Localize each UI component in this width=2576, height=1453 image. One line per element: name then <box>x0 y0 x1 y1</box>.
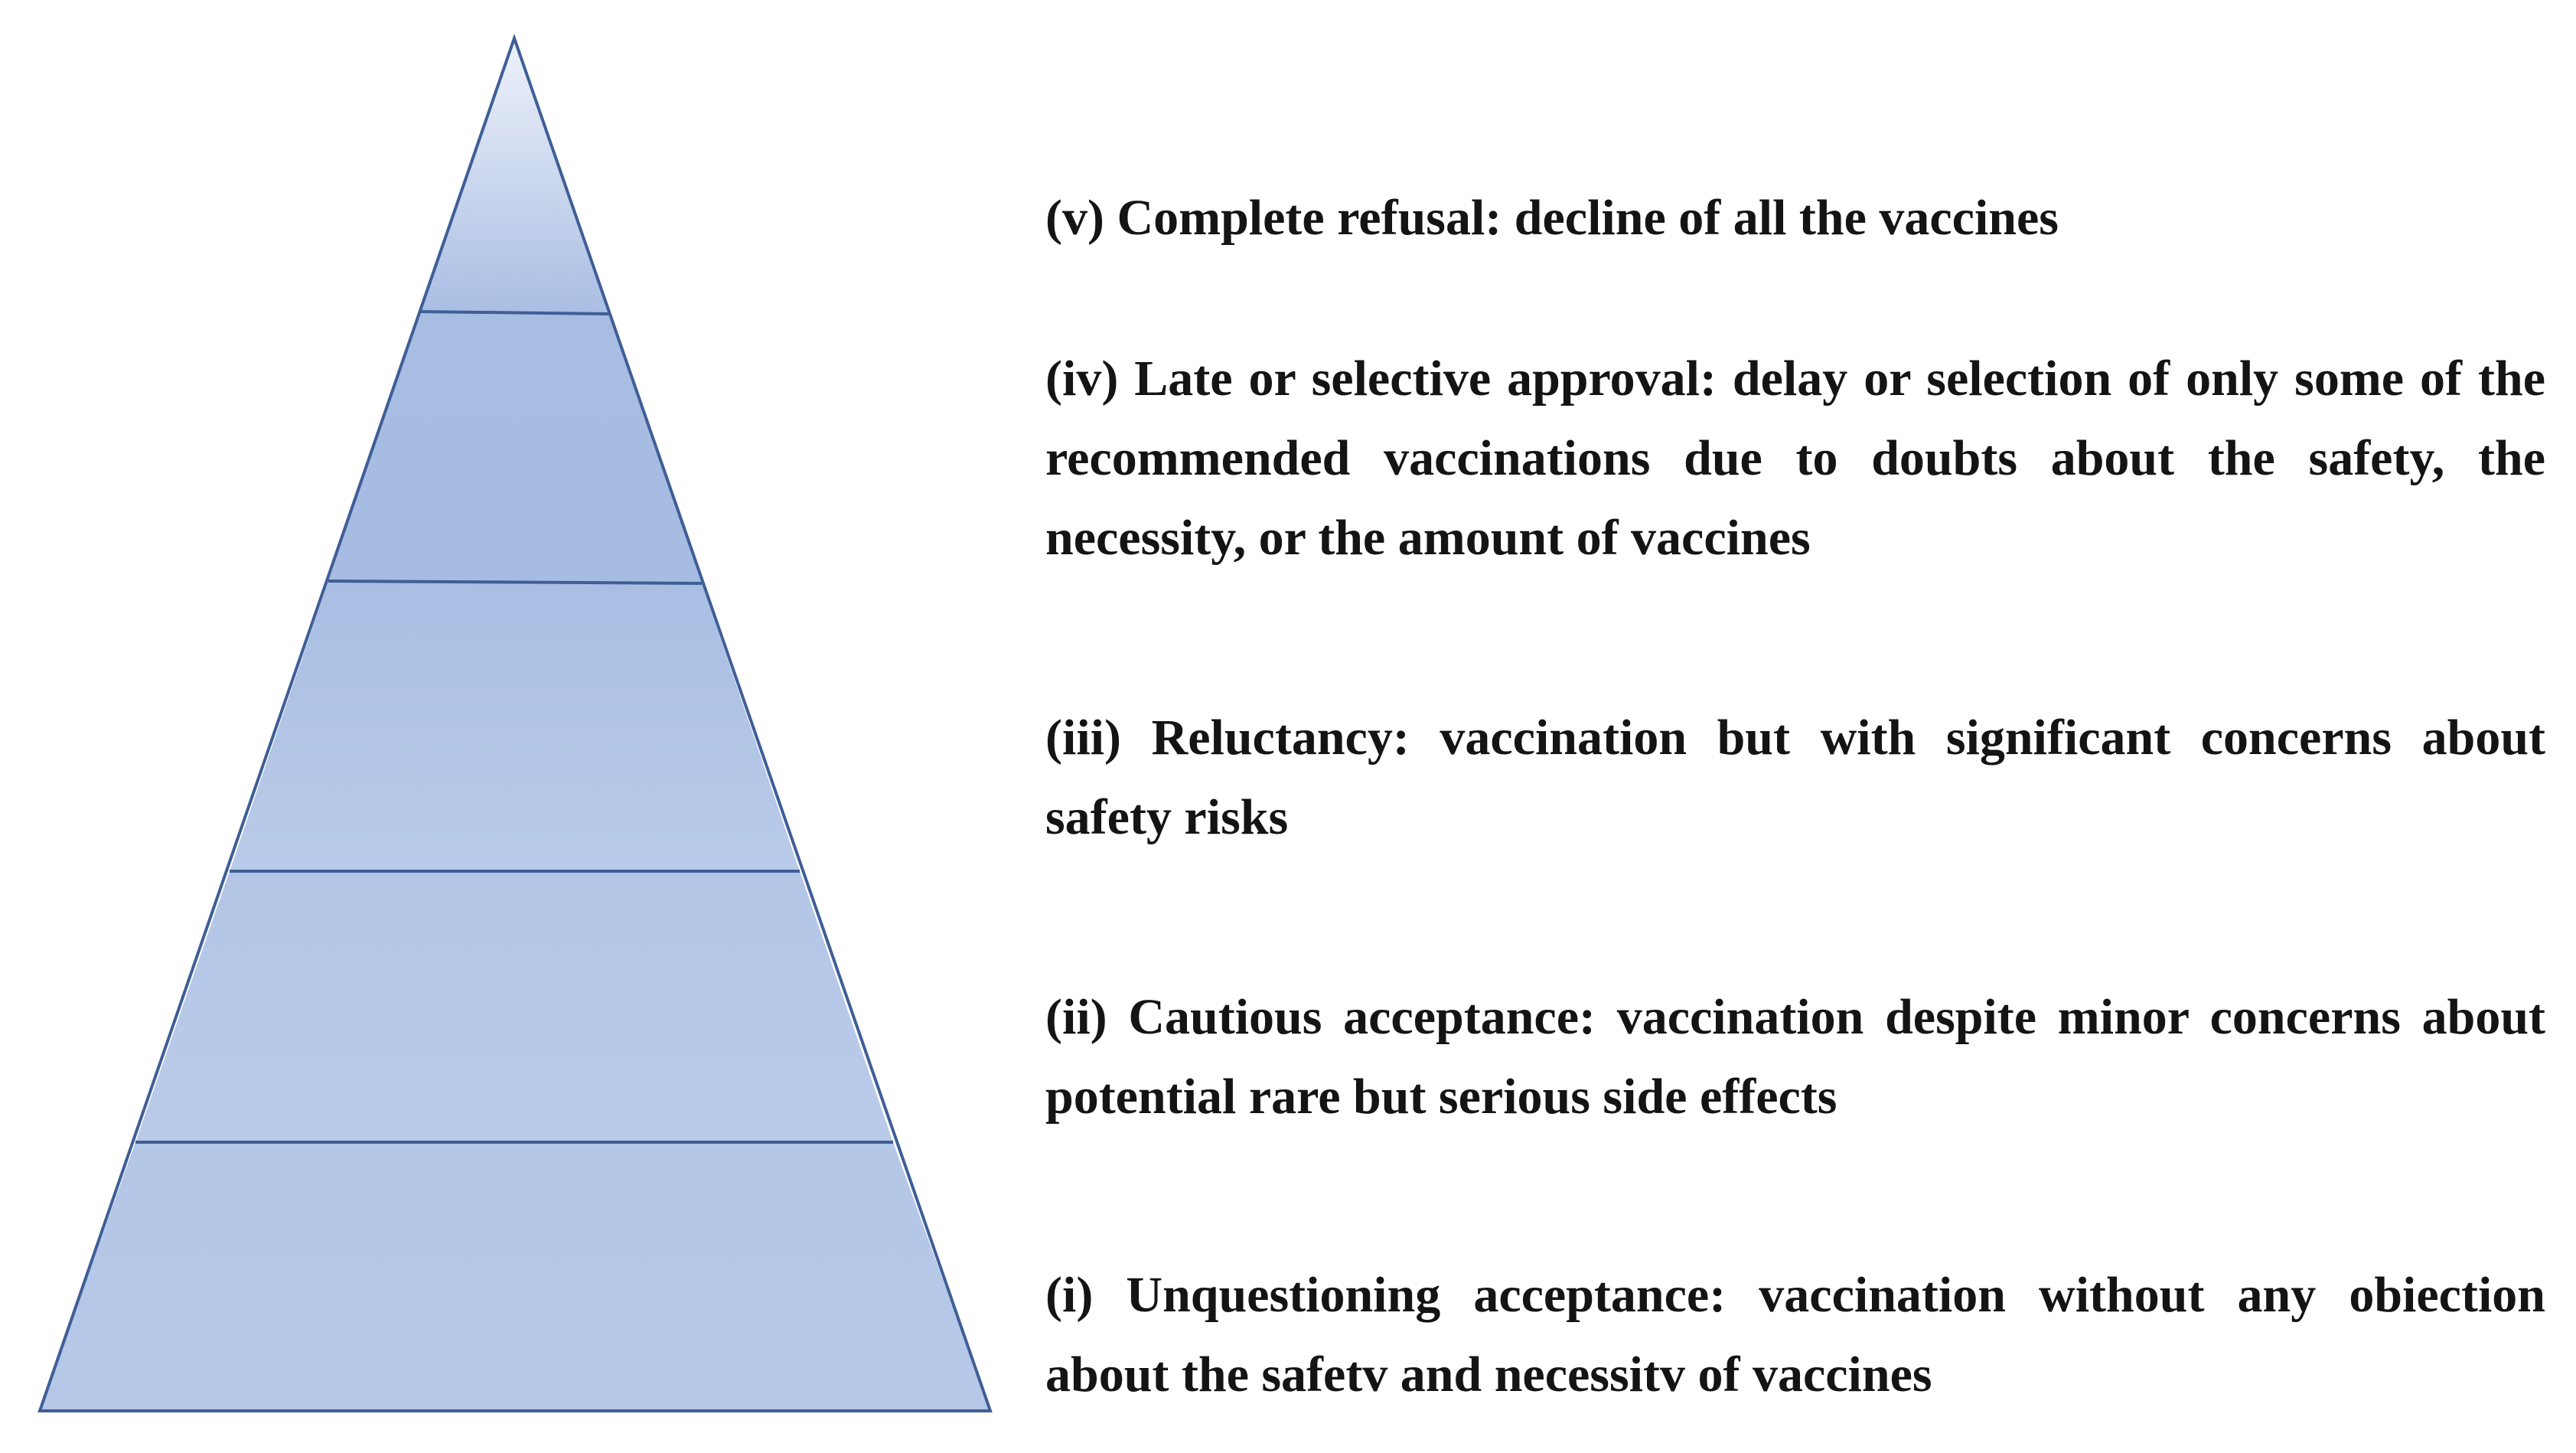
pyramid-level-v <box>419 38 609 314</box>
level-ii-description: (ii) Cautious acceptance: vaccination despite minor concerns about potential rare but serious side effects <box>1045 989 2545 1125</box>
pyramid-level-iii <box>230 581 800 871</box>
pyramid-diagram <box>0 0 1026 1453</box>
level-i-description: (i) Unquestioning acceptance: vaccination without any obiection about the safetv and necessitv of vaccines <box>1045 1267 2545 1402</box>
pyramid-level-i <box>40 1142 990 1411</box>
level-iii-description: (iii) Reluctancy: vaccination but with significant concerns about safety risks <box>1045 710 2545 845</box>
level-iv-description: (iv) Late or selective approval: delay or selection of only some of the recommended vaccinations due to doubts about the safety, the necessity, or the amount of vaccines <box>1045 351 2545 566</box>
pyramid-level-iv <box>328 312 702 583</box>
level-v-description: (v) Complete refusal: decline of all the vaccines <box>1045 190 2059 246</box>
pyramid-level-ii <box>135 871 893 1142</box>
